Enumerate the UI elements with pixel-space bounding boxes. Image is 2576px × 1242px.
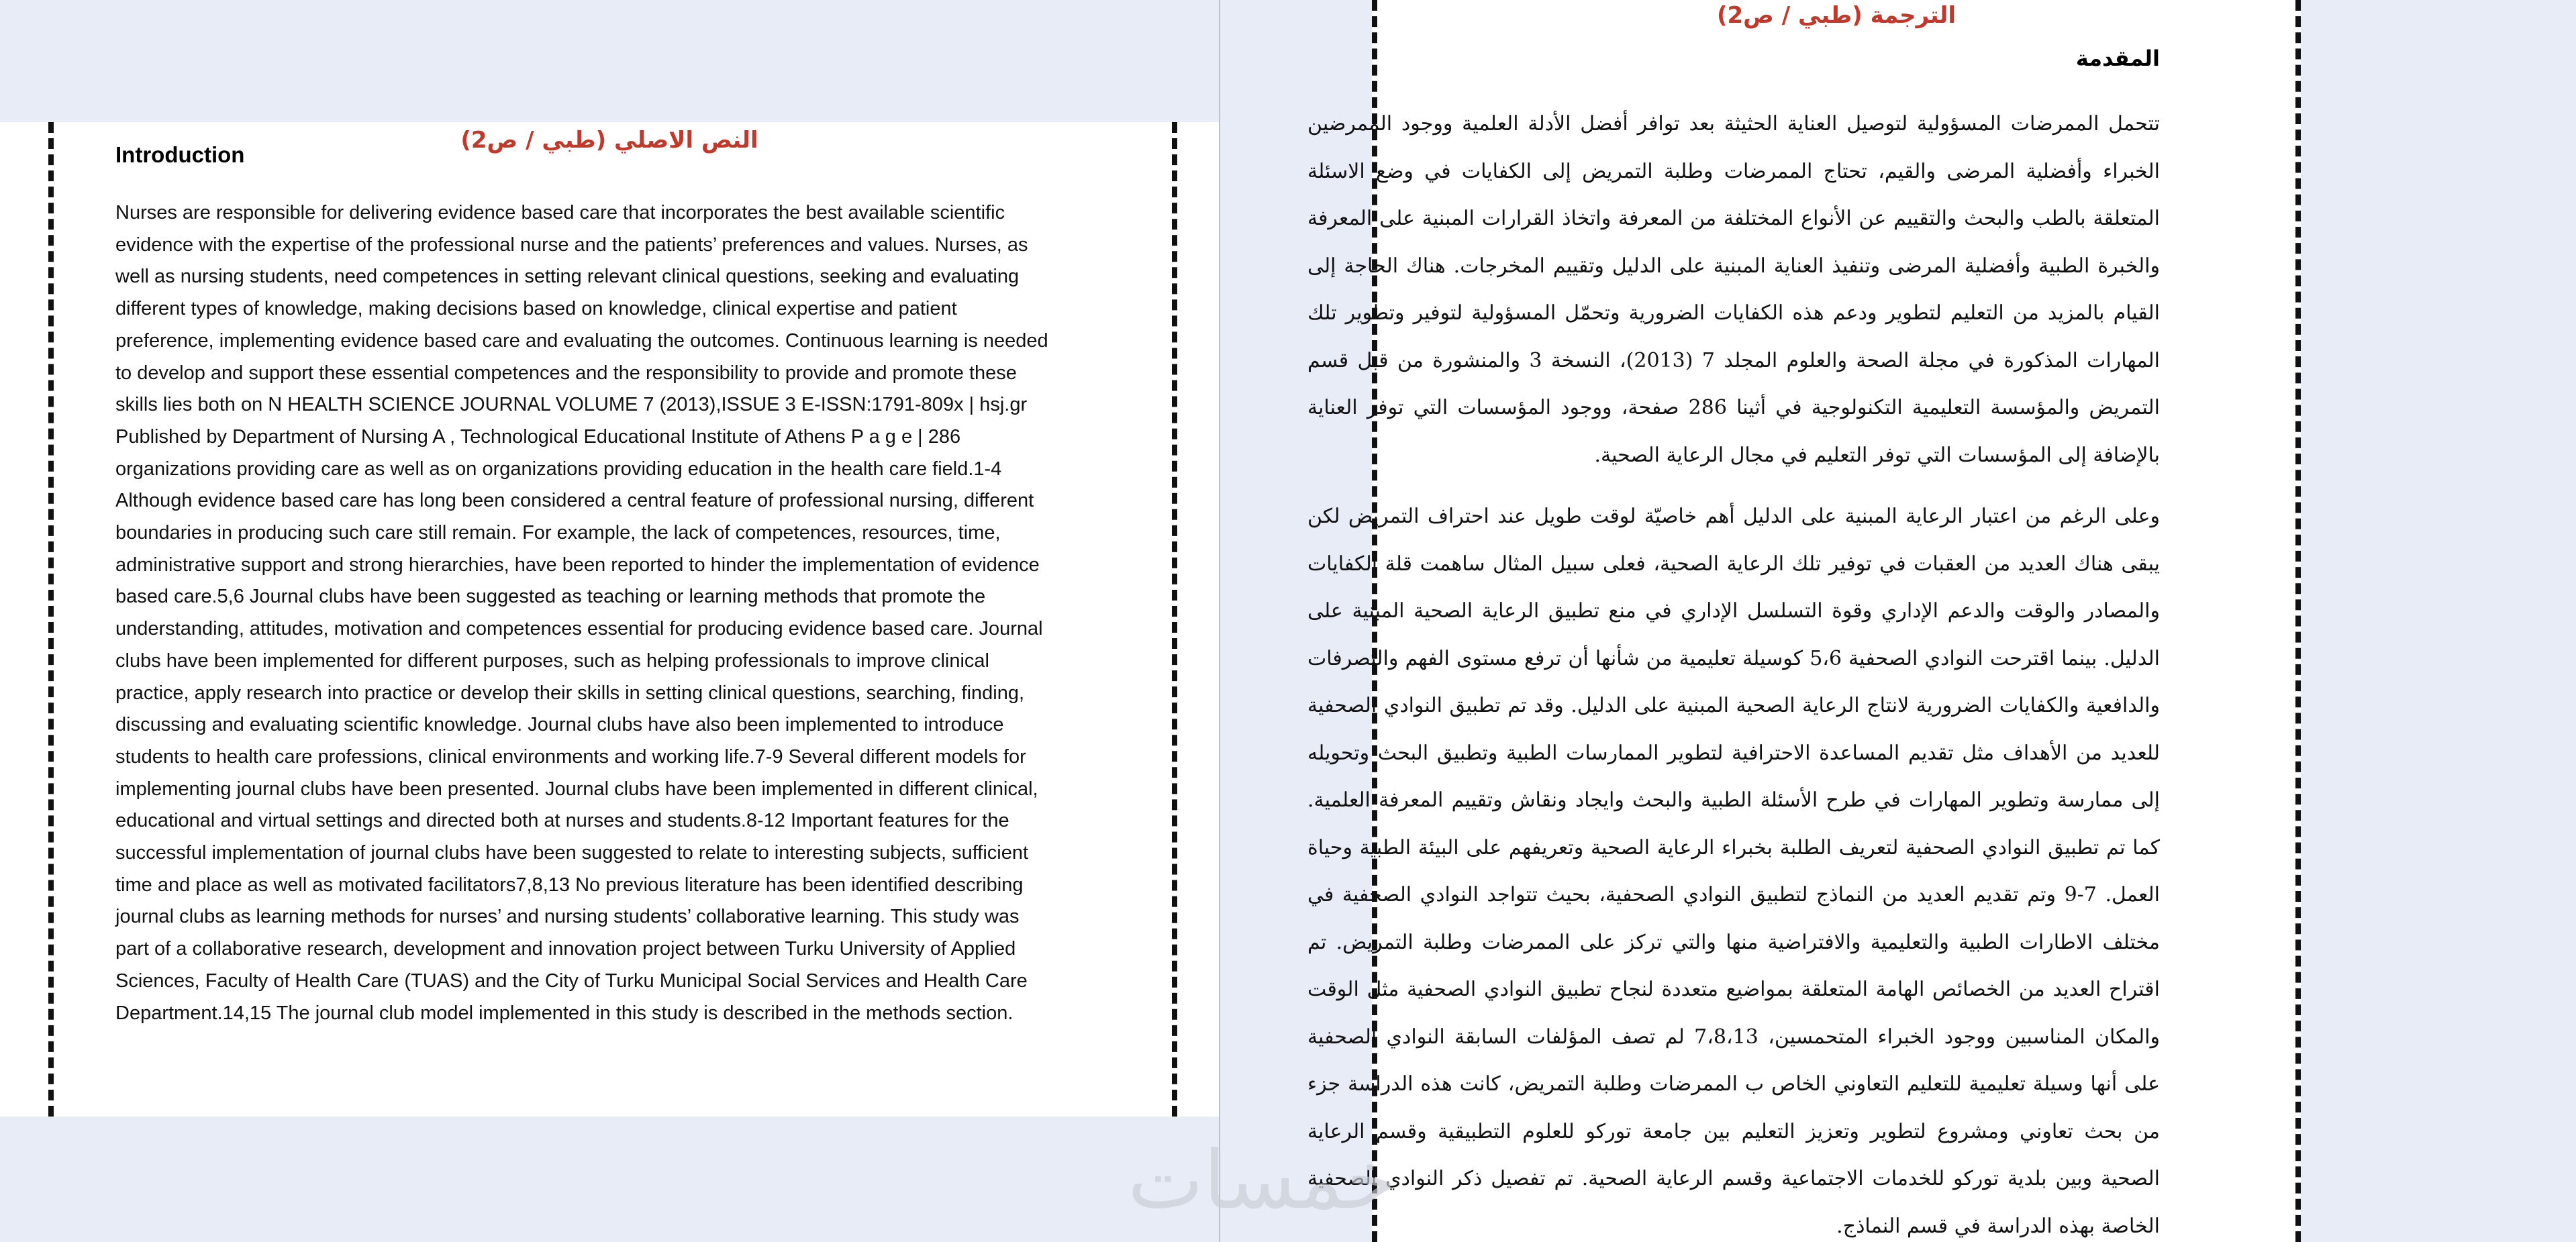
page-border-right — [1172, 122, 1177, 1117]
translation-paragraph-1: تتحمل الممرضات المسؤولية لتوصيل العناية الحثيثة بعد توافر أفضل الأدلة العلمية ووجود الممرضين الخبراء وأفضلية المرضى والقيم، تحتاج الممرضات وطلبة التمريض إلى الكفايات في وضع الاسئلة المتعلقة بالطب والبحث والتقييم عن الأنواع المختلفة من المعرفة واتخاذ القرارات المبنية على المعرفة والخبرة الطبية وأفضلية المرضى وتنفيذ العناية المبنية على الدليل وتقييم المخرجات. هناك الحاجة إلى القيام بالمزيد من التعليم لتطوير ودعم هذه الكفايات الضرورية وتحمّل المسؤولية لتوفير وتطوير تلك المهارات المذكورة في مجلة الصحة والعلوم المجلد 7 (2013)، النسخة 3 والمنشورة من قبل قسم التمريض والمؤسسة التعليمية التكنولوجية في أثينا 286 صفحة، ووجود المؤسسات التي توفر العناية بالإضافة إلى المؤسسات التي توفر التعليم في مجال الرعاية الصحية. — [1307, 112, 2161, 467]
introduction-title-arabic: المقدمة — [2075, 46, 2160, 71]
original-text-heading: النص الاصلي (طبي / ص2) — [460, 127, 758, 154]
translation-page — [1307, 0, 2301, 1242]
translation-paragraph-2: وعلى الرغم من اعتبار الرعاية المبنية على الدليل أهم خاصيّة لوقت طويل عند احتراف التمريض لكن يبقى هناك العديد من العقبات في توفير تلك الرعاية الصحية، فعلى سبيل المثال ساهمت قلة الكفايات والمصادر والوقت والدعم الإداري وقوة التسلسل الإداري في منع تطبيق الرعاية الصحية المبنية على الدليل. بينما اقترحت النوادي الصحفية 5،6 كوسيلة تعليمية من شأنها أن ترفع مستوى الفهم والتصرفات والدافعية والكفايات الضرورية لانتاج الرعاية الصحية المبنية على الدليل. وقد تم تطبيق النوادي الصحفية للعديد من الأهداف مثل تقديم المساعدة الاحترافية لتطوير الممارسات الطبية وتطبيق البحث وتحويله إلى ممارسة وتطوير المهارات في طرح الأسئلة الطبية والبحث وايجاد ونقاش وتقييم المعرفة العلمية. كما تم تطبيق النوادي الصحفية لتعريف الطلبة بخبراء الرعاية الصحية وتعريفهم على البيئة الطبية وحياة العمل. 7-9 وتم تقديم العديد من النماذج لتطبيق النوادي الصحفية، بحيث تتواجد النوادي الصحفية في مختلف الاطارات الطبية والتعليمية والافتراضية منها والتي تركز على الممرضات وطلبة التمريض. تم اقتراح العديد من الخصائص الهامة المتعلقة بمواضيع متعددة لنجاح تطبيق النوادي الصحفية مثل الوقت والمكان المناسبين ووجود الخبراء المتحمسين، 7،8،13 لم تصف المؤلفات السابقة النوادي الصحفية على أنها وسيلة تعليمية للتعليم التعاوني الخاص ب الممرضات وطلبة التمريض، كانت هذه الدراسة جزء من بحث تعاوني ومشروع لتطوير وتعزيز التعليم بين جامعة توركو للعلوم التطبيقية وقسم الرعاية الصحية وبين بلدية توركو للخدمات الاجتماعية وقسم الرعاية الصحية. تم تفصيل ذكر النوادي الصحفية الخاصة بهذه الدراسة في قسم النماذج. — [1307, 505, 2161, 1238]
original-body-text: Nurses are responsible for delivering evidence based care that incorporates the best available scientific evidence with the expertise of the professional nurse and the patients’ preferences and values. Nurses, as well as nursing students, need competences in setting relevant clinical questions, seeking and evaluating different types of knowledge, making decisions based on knowledge, clinical expertise and patient preference, implementing evidence based care and evaluating the outcomes. Continuous learning is needed to develop and support these essential competences and the responsibility to provide and promote these skills lies both on N HEALTH SCIENCE JOURNAL VOLUME 7 (2013),ISSUE 3 E-ISSN:1791-809x | hsj.gr Published by Department of Nursing A , Technological Educational Institute of Athens P a g e | 286 organizations providing care as well as on organizations providing education in the health care field.1-4 Although evidence based care has long been considered a central feature of professional nursing, different boundaries in producing such care still remain. For example, the lack of competences, resources, time, administrative support and strong hierarchies, have been reported to hinder the implementation of evidence based care.5,6 Journal clubs have been suggested as teaching or learning methods that promote the understanding, attitudes, motivation and competences essential for producing evidence based care. Journal clubs have been implemented for different purposes, such as helping professionals to improve clinical practice, apply research into practice or develop their skills in setting clinical questions, searching, finding, discussing and evaluating scientific knowledge. Journal clubs have also been implemented to introduce students to health care professions, clinical environments and working life.7-9 Several different models for implementing journal clubs have been presented. Journal clubs have been implemented in different clinical, educational and virtual settings and directed both at nurses and students.8-12 Important features for the successful implementation of journal clubs have been suggested to relate to interesting subjects, sufficient time and place as well as motivated facilitators7,8,13 No previous literature has been identified describing journal clubs as learning methods for nurses’ and nursing students’ collaborative learning. This study was part of a collaborative research, development and innovation project between Turku University of Applied Sciences, Faculty of Health Care (TUAS) and the City of Turku Municipal Social Services and Health Care Department.14,15 The journal club model implemented in this study is described in the methods section. — [115, 202, 1048, 1024]
original-page — [0, 122, 1219, 1117]
translation-heading: الترجمة (طبي / ص2) — [1716, 2, 1956, 29]
translation-pane[interactable] — [1220, 0, 2576, 1242]
watermark-logo: خمسات — [1128, 1134, 1397, 1227]
introduction-title: Introduction — [115, 142, 245, 167]
page-border-left — [48, 122, 54, 1117]
page-border-right — [2295, 0, 2301, 1242]
original-pane[interactable] — [0, 0, 1219, 1242]
